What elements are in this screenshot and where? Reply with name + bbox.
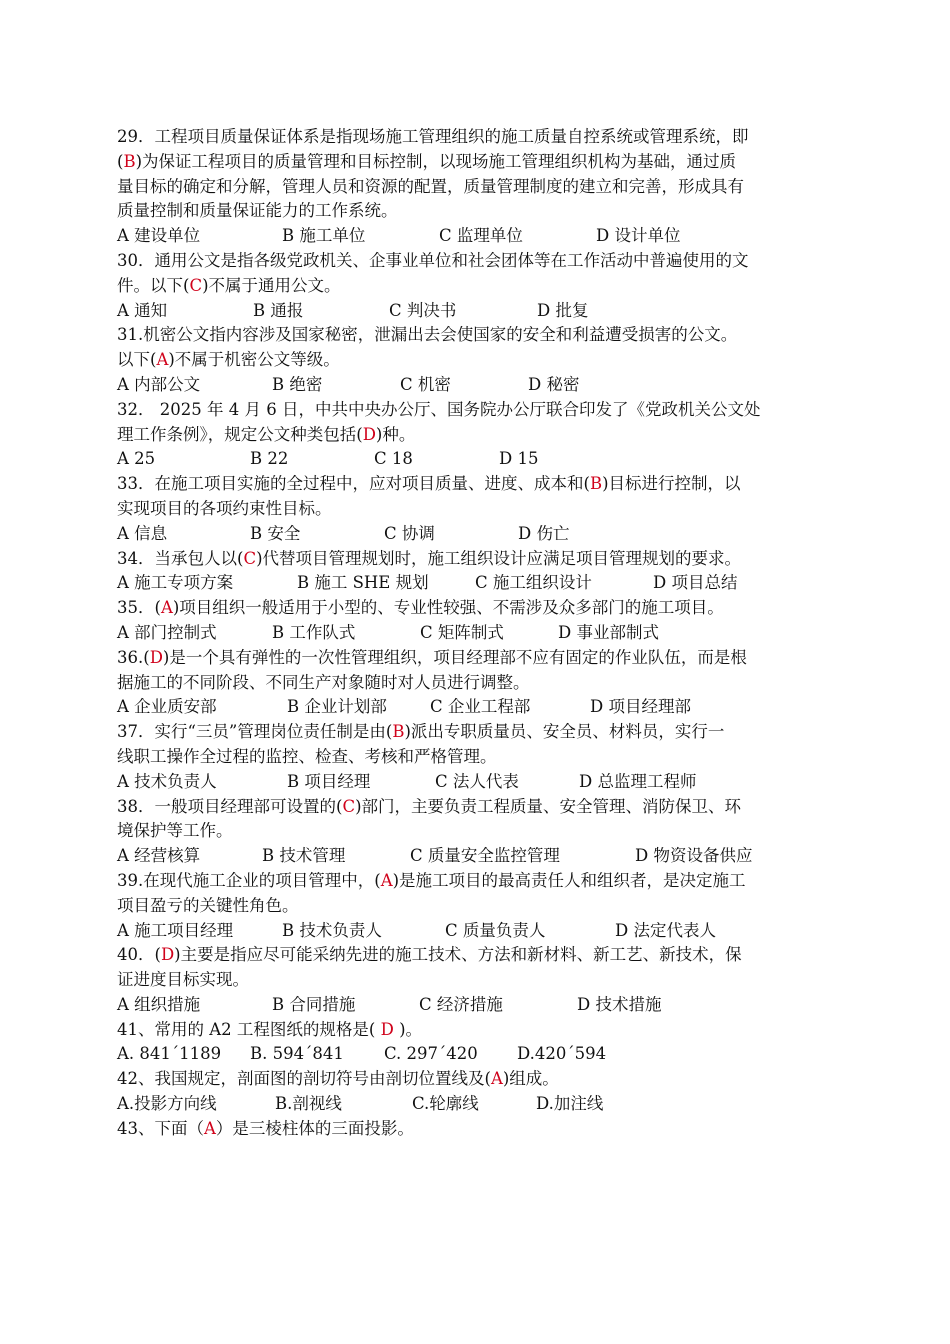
question-text: 以下(: [117, 350, 157, 370]
question-text: 40．(: [117, 945, 161, 965]
question-text: )不属于通用公文。: [202, 275, 341, 295]
option-b: B 技术管理: [262, 846, 346, 866]
question-text: 质量控制和质量保证能力的工作系统。: [117, 201, 398, 221]
option-b: B 技术负责人: [282, 920, 382, 940]
option-c: C 企业工程部: [430, 697, 531, 717]
question-text-line: [117, 819, 850, 844]
answer-letter: B: [589, 474, 603, 494]
answer-letter: D: [380, 1019, 394, 1039]
option-d: D 物资设备供应: [635, 846, 753, 866]
option-b: B 绝密: [272, 374, 323, 394]
answer-letter: C: [243, 548, 257, 568]
question-q40: [117, 943, 850, 1017]
option-b: B 22: [250, 449, 289, 469]
question-text: 35．(: [117, 598, 161, 618]
question-text: )是一个具有弹性的一次性管理组织，项目经理部不应有固定的作业队伍，而是根: [162, 647, 747, 667]
options-row: [117, 224, 850, 249]
answer-letter: C: [189, 275, 203, 295]
question-text-line: [117, 1067, 850, 1092]
options-row: [117, 993, 850, 1018]
question-text-line: [117, 795, 850, 820]
option-a: A 组织措施: [117, 994, 201, 1014]
question-text: 43、下面（: [117, 1118, 204, 1138]
option-b: B. 594´841: [250, 1044, 344, 1064]
option-a: A. 841´1189: [117, 1044, 222, 1064]
question-list: [117, 125, 850, 1142]
question-text: )部门，主要负责工程质量、安全管理、消防保卫、环: [355, 796, 741, 816]
question-q30: [117, 249, 850, 323]
option-c: C 经济措施: [419, 994, 503, 1014]
option-c: C 机密: [400, 374, 451, 394]
question-text-line: [117, 1117, 850, 1142]
option-d: D 设计单位: [596, 226, 681, 246]
question-text: 39.在现代施工企业的项目管理中，(: [117, 870, 381, 890]
question-text: 32． 2025 年 4 月 6 日，中共中央办公厅、国务院办公厅联合印发了《党政机关公文处: [117, 399, 761, 419]
option-c: C.轮廓线: [412, 1094, 479, 1114]
question-text-line: [117, 894, 850, 919]
option-d: D.420´594: [517, 1044, 607, 1064]
question-text: 36.(: [117, 647, 150, 667]
question-text: 证进度目标实现。: [117, 970, 249, 990]
question-text: 34．当承包人以(: [117, 548, 244, 568]
option-a: A 建设单位: [117, 226, 201, 246]
question-text-line: [117, 968, 850, 993]
options-row: [117, 571, 850, 596]
question-text: 境保护等工作。: [117, 821, 233, 841]
answer-letter: A: [156, 350, 169, 370]
question-text: 据施工的不同阶段、不同生产对象随时对人员进行调整。: [117, 672, 530, 692]
options-row: [117, 1092, 850, 1117]
option-d: D 项目总结: [653, 573, 738, 593]
options-row: [117, 447, 850, 472]
question-text-line: [117, 199, 850, 224]
answer-letter: D: [149, 647, 163, 667]
option-c: C. 297´420: [384, 1044, 478, 1064]
option-b: B 安全: [250, 523, 301, 543]
question-text: 理工作条例》，规定公文种类包括(: [117, 424, 363, 444]
question-q29: [117, 125, 850, 249]
option-a: A 信息: [117, 523, 168, 543]
option-a: A 施工项目经理: [117, 920, 234, 940]
answer-letter: A: [490, 1069, 503, 1089]
option-c: C 监理单位: [439, 226, 523, 246]
question-text-line: [117, 472, 850, 497]
question-text: )为保证工程项目的质量管理和目标控制，以现场施工管理组织机构为基础，通过质: [135, 151, 737, 171]
option-b: B 施工单位: [282, 226, 366, 246]
option-a: A.投影方向线: [117, 1094, 217, 1114]
option-c: C 施工组织设计: [475, 573, 592, 593]
option-a: A 施工专项方案: [117, 573, 234, 593]
option-c: C 矩阵制式: [420, 622, 504, 642]
options-row: [117, 844, 850, 869]
question-text: ）是三棱柱体的三面投影。: [215, 1118, 414, 1138]
options-row: [117, 299, 850, 324]
answer-letter: D: [362, 424, 376, 444]
question-q31: [117, 323, 850, 397]
question-text-line: [117, 175, 850, 200]
question-text: 33．在施工项目实施的全过程中，应对项目质量、进度、成本和(: [117, 474, 590, 494]
question-text: 量目标的确定和分解，管理人员和资源的配置，质量管理制度的建立和完善，形成具有: [117, 176, 744, 196]
question-text: 31.机密公文指内容涉及国家秘密，泄漏出去会使国家的安全和利益遭受损害的公文。: [117, 325, 738, 345]
option-b: B 项目经理: [287, 771, 371, 791]
option-d: D 项目经理部: [590, 697, 691, 717]
option-d: D 事业部制式: [558, 622, 659, 642]
question-text-line: [117, 547, 850, 572]
question-text: )种。: [375, 424, 416, 444]
question-text: 线职工操作全过程的监控、检查、考核和严格管理。: [117, 746, 497, 766]
answer-letter: A: [204, 1118, 216, 1138]
question-q41: [117, 1018, 850, 1068]
question-q38: [117, 795, 850, 869]
option-d: D 15: [499, 449, 539, 469]
option-b: B 施工 SHE 规划: [297, 573, 429, 593]
question-text-line: [117, 671, 850, 696]
option-c: C 协调: [384, 523, 435, 543]
question-text: 实现项目的各项约束性目标。: [117, 498, 332, 518]
option-d: D.加注线: [536, 1094, 604, 1114]
question-text: )主要是指应尽可能采纳先进的施工技术、方法和新材料、新工艺、新技术，保: [174, 945, 742, 965]
question-text-line: [117, 398, 850, 423]
question-text-line: [117, 720, 850, 745]
question-text: )项目组织一般适用于小型的、专业性较强、不需涉及众多部门的施工项目。: [172, 598, 724, 618]
answer-letter: D: [160, 945, 175, 965]
question-text: 37．实行“三员”管理岗位责任制是由(: [117, 722, 393, 742]
option-a: A 25: [117, 449, 156, 469]
question-text: 42、我国规定，剖面图的剖切符号由剖切位置线及(: [117, 1069, 491, 1089]
question-text: )组成。: [502, 1069, 559, 1089]
question-text-line: [117, 423, 850, 448]
question-text: )派出专职质量员、安全员、材料员，实行一: [404, 722, 725, 742]
question-q39: [117, 869, 850, 943]
question-q34: [117, 547, 850, 597]
question-text: 38．一般项目经理部可设置的(: [117, 796, 343, 816]
question-q37: [117, 720, 850, 794]
options-row: [117, 1042, 850, 1067]
option-d: D 法定代表人: [615, 920, 716, 940]
option-d: D 批复: [537, 300, 589, 320]
option-b: B.剖视线: [275, 1094, 342, 1114]
question-text-line: [117, 323, 850, 348]
question-q33: [117, 472, 850, 546]
option-a: A 内部公文: [117, 374, 201, 394]
question-text-line: [117, 646, 850, 671]
option-b: B 通报: [253, 300, 304, 320]
option-b: B 合同措施: [272, 994, 356, 1014]
question-text-line: [117, 745, 850, 770]
question-text-line: [117, 869, 850, 894]
option-a: A 通知: [117, 300, 168, 320]
question-text: 30．通用公文是指各级党政机关、企事业单位和社会团体等在工作活动中普遍使用的文: [117, 250, 749, 270]
option-d: D 技术措施: [577, 994, 662, 1014]
question-text-line: [117, 943, 850, 968]
question-text-line: [117, 348, 850, 373]
options-row: [117, 919, 850, 944]
answer-letter: A: [160, 598, 173, 618]
options-row: [117, 373, 850, 398]
question-q32: [117, 398, 850, 472]
option-c: C 18: [374, 449, 413, 469]
question-text-line: [117, 150, 850, 175]
option-a: A 技术负责人: [117, 771, 217, 791]
option-c: C 质量安全监控管理: [410, 846, 560, 866]
question-text-line: [117, 274, 850, 299]
question-q36: [117, 646, 850, 720]
question-text-line: [117, 596, 850, 621]
question-text-line: [117, 125, 850, 150]
answer-letter: A: [380, 870, 393, 890]
option-a: A 企业质安部: [117, 697, 217, 717]
question-text: (: [117, 151, 124, 171]
option-b: B 企业计划部: [287, 697, 387, 717]
option-c: C 法人代表: [435, 771, 519, 791]
question-text: 29．工程项目质量保证体系是指现场施工管理组织的施工质量自控系统或管理系统，即: [117, 127, 749, 146]
question-q35: [117, 596, 850, 646]
options-row: [117, 621, 850, 646]
option-b: B 工作队式: [272, 622, 356, 642]
question-text: )代替项目管理规划时，施工组织设计应满足项目管理规划的要求。: [256, 548, 741, 568]
question-q43: [117, 1117, 850, 1142]
option-a: A 经营核算: [117, 846, 201, 866]
option-c: C 质量负责人: [445, 920, 546, 940]
question-text: 41、常用的 A2 工程图纸的规格是(: [117, 1019, 381, 1039]
option-d: D 伤亡: [518, 523, 570, 543]
options-row: [117, 770, 850, 795]
options-row: [117, 695, 850, 720]
answer-letter: C: [342, 796, 356, 816]
options-row: [117, 522, 850, 547]
question-text-line: [117, 1018, 850, 1043]
question-text: )。: [393, 1019, 423, 1039]
question-text: )不属于机密公文等级。: [168, 350, 340, 370]
option-c: C 判决书: [389, 300, 457, 320]
question-text-line: [117, 497, 850, 522]
option-d: D 总监理工程师: [579, 771, 697, 791]
option-a: A 部门控制式: [117, 622, 217, 642]
question-q42: [117, 1067, 850, 1117]
question-text: 项目盈亏的关键性角色。: [117, 895, 299, 915]
question-text: 件。以下(: [117, 275, 190, 295]
answer-letter: B: [392, 722, 405, 742]
option-d: D 秘密: [528, 374, 580, 394]
question-text: )是施工项目的最高责任人和组织者，是决定施工: [392, 870, 746, 890]
question-text-line: [117, 249, 850, 274]
answer-letter: B: [123, 151, 136, 171]
question-text: )目标进行控制，以: [602, 474, 741, 494]
